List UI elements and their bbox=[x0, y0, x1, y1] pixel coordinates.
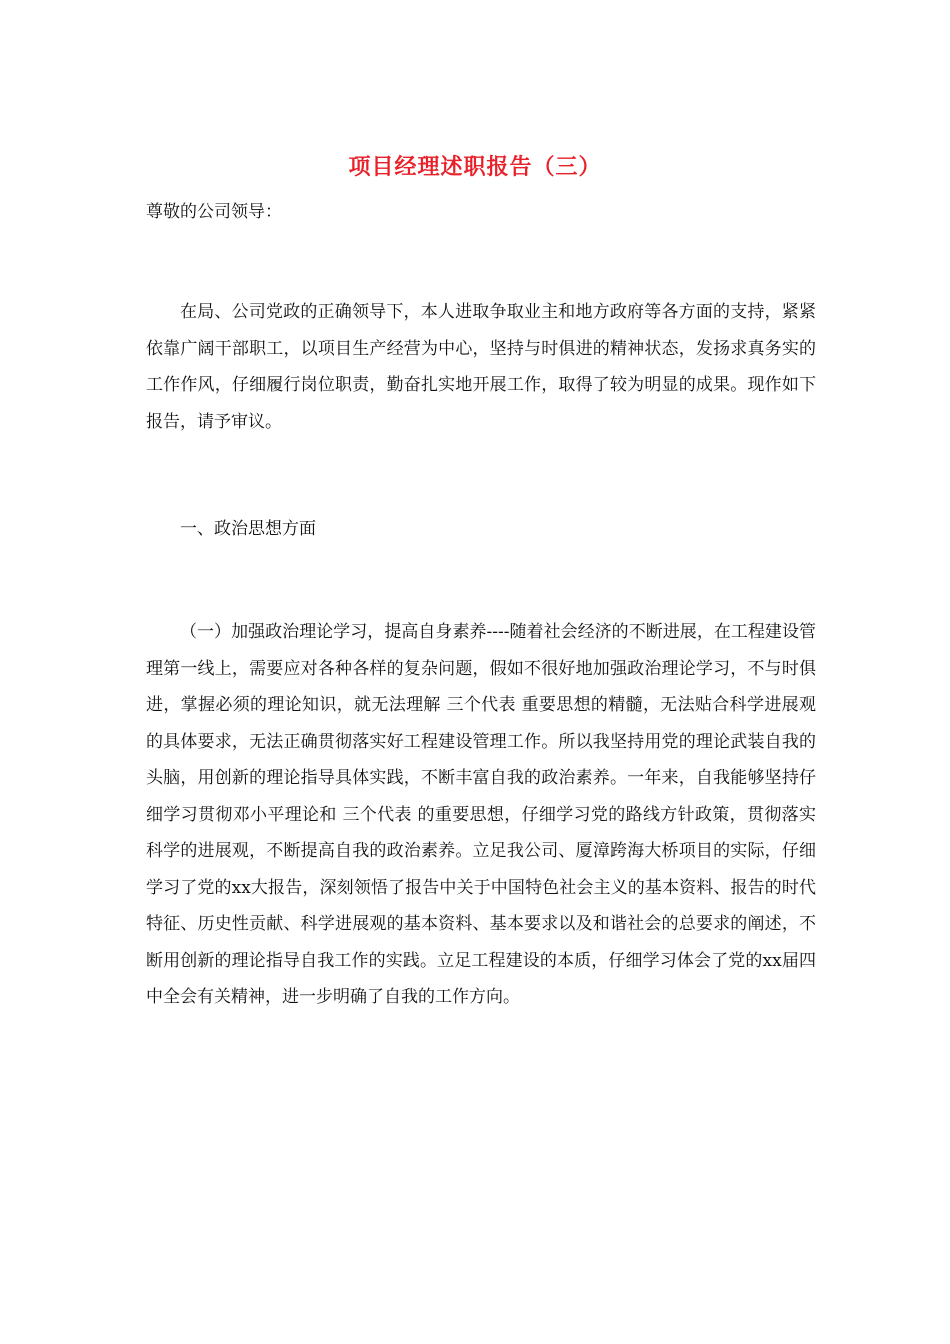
section-heading-politics: 一、政治思想方面 bbox=[180, 519, 316, 539]
body-paragraph-theory-study: （一）加强政治理论学习，提高自身素养----随着社会经济的不断进展，在工程建设管理第一线上，需要应对各种各样的复杂问题，假如不很好地加强政治理论学习，不与时俱进，掌握必须的理论知识，就无法理解 三个代表 重要思想的精髓，无法贴合科学进展观的具体要求，无法正确贯彻落实好工程建设管理工作。所以我坚持用党的理论武装自我的头脑，用创新的理论指导具体实践，不断丰富自我的政治素养。一年来，自我能够坚持仔细学习贯彻邓小平理论和 三个代表 的重要思想，仔细学习党的路线方针政策，贯彻落实科学的进展观，不断提高自我的政治素养。立足我公司、厦漳跨海大桥项目的实际，仔细学习了党的xx大报告，深刻领悟了报告中关于中国特色社会主义的基本资料、报告的时代特征、历史性贡献、科学进展观的基本资料、基本要求以及和谐社会的总要求的阐述，不断用创新的理论指导自我工作的实践。立足工程建设的本质，仔细学习体会了党的xx届四中全会有关精神，进一步明确了自我的工作方向。 bbox=[146, 622, 816, 1007]
intro-paragraph: 在局、公司党政的正确领导下，本人进取争取业主和地方政府等各方面的支持，紧紧依靠广阔干部职工，以项目生产经营为中心，坚持与时俱进的精神状态，发扬求真务实的工作作风，仔细履行岗位职责，勤奋扎实地开展工作，取得了较为明显的成果。现作如下报告，请予审议。 bbox=[146, 302, 816, 432]
salutation: 尊敬的公司领导： bbox=[146, 202, 282, 222]
document-title: 项目经理述职报告（三） bbox=[348, 154, 602, 180]
